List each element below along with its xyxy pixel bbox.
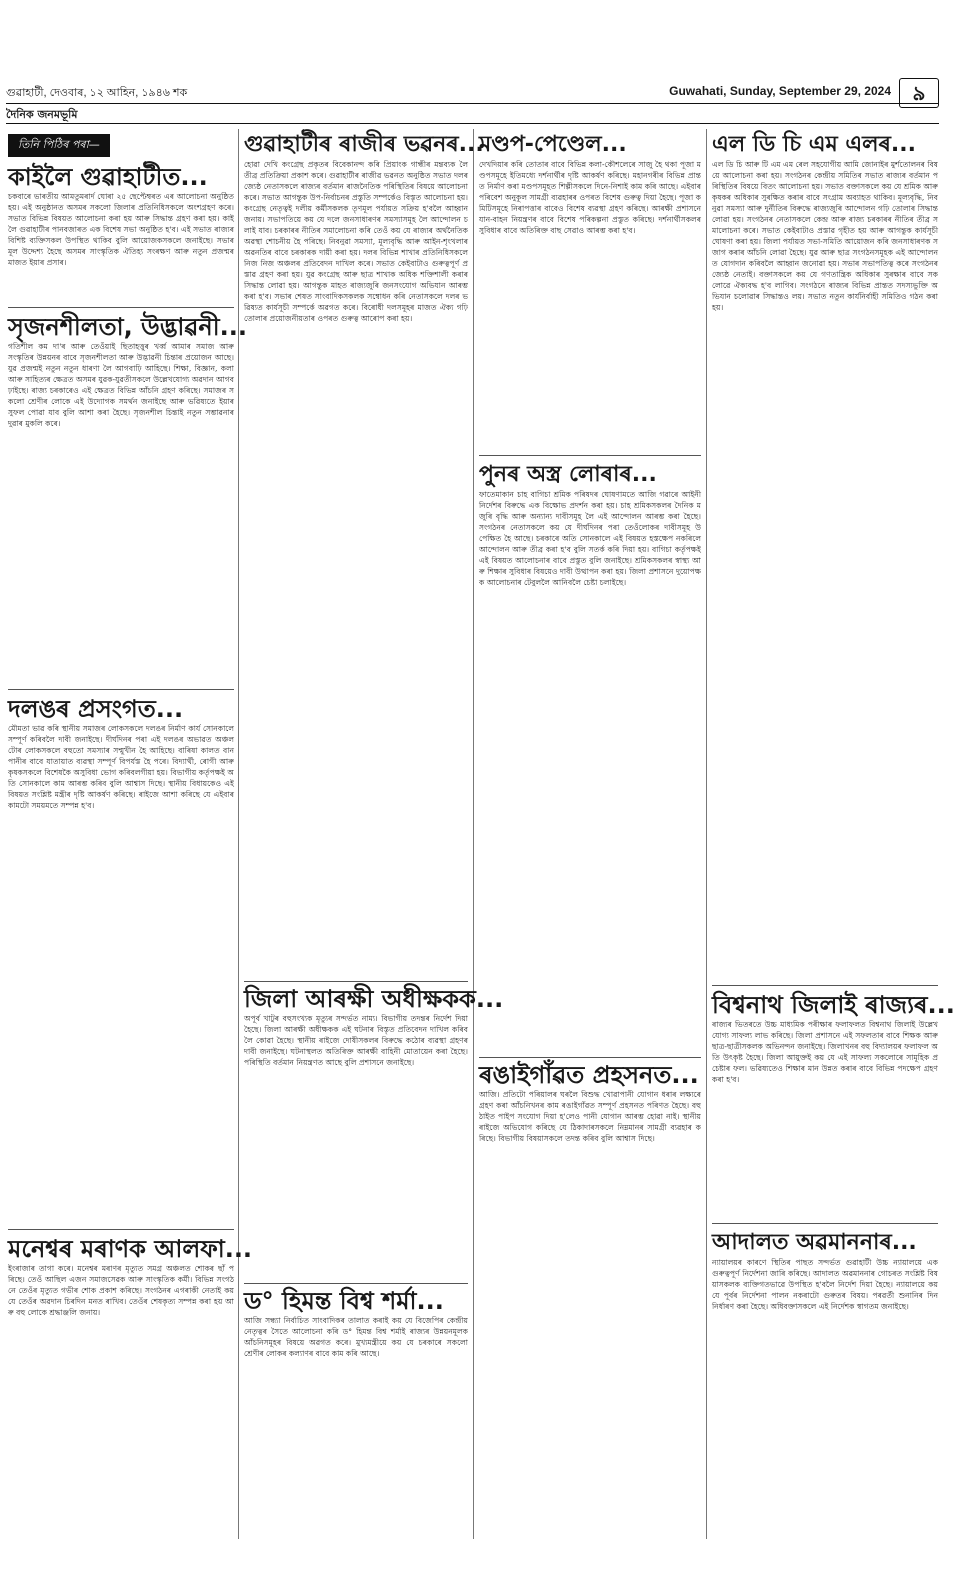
article-body: ন্যায়ালয়ৰ কাৰণে স্থিতিৰ পাছত সন্দৰ্ভত গুৱাহাটী উচ্চ ন্যায়ালয়ে এক গুৰুত্বপূৰ্ণ নিৰ্দেশনা জাৰি কৰিছে। আদালত অৱমাননাৰ গোচৰত সংশ্লিষ্ট বিষয়াসকলক ব্যক্তিগতভাৱে উপস্থিত হ'বলৈ নিৰ্দেশ দিয়া হৈছে। ন্যায়ালয়ে কয় যে পূৰ্বৰ নিৰ্দেশনা পালন নকৰাটো গুৰুতৰ বিষয়। পৰৱৰ্তী শুনানিৰ দিন নিৰ্ধাৰণ কৰা হৈছে। অধিবক্তাসকলে এই নিৰ্দেশক স্বাগতম জনাইছে। bbox=[712, 1258, 938, 1311]
divider bbox=[8, 689, 234, 690]
headline: এল ডি চি এম এলৰ... bbox=[712, 132, 916, 157]
headline: বিশ্বনাথ জিলাই ৰাজ্যৰ... bbox=[712, 991, 955, 1019]
article-body: ফাতেমাকান চাহ বাগিচা শ্ৰমিক পৰিষদৰ ঘোষণামতে আজি গৱাৰে আইনী নিৰ্দেশৰ বিৰুদ্ধে এক বিক্ষোভ প্ৰদৰ্শন কৰা হয়। চাহ শ্ৰমিকসকলৰ দৈনিক মজুৰি বৃদ্ধি আৰু অন্যান্য দাবীসমূহ লৈ এই আন্দোলন আৰম্ভ কৰা হৈছে। সংগঠনৰ নেতাসকলে কয় যে দীৰ্ঘদিনৰ পৰা তেওঁলোকৰ দাবীসমূহ উপেক্ষিত হৈ আছে। চৰকাৰে অতি সোনকালে এই বিষয়ত হস্তক্ষেপ নকৰিলে আন্দোলন আৰু তীব্ৰ কৰা হ'ব বুলি সতৰ্ক কৰি দিয়া হয়। বাগিচা কৰ্তৃপক্ষই এই বিষয়ত আলোচনাৰ বাবে প্ৰস্তুত বুলি জনাইছে। শ্ৰমিকসকলৰ স্বাস্থ্য আৰু শিক্ষাৰ সুবিধাৰ বিষয়েও দাবী উত্থাপন কৰা হয়। জিলা প্ৰশাসনে দুয়োপক্ষক আলোচনাৰ টেবুললৈ আনিবলৈ চেষ্টা চলাইছে। bbox=[479, 490, 701, 587]
article-4 bbox=[8, 1235, 253, 1553]
headline: কাইলৈ গুৱাহাটীত... bbox=[8, 163, 208, 191]
article-body: ৰাজ্যৰ ভিতৰতে উচ্চ মাধ্যমিক পৰীক্ষাৰ ফলাফলত বিশ্বনাথ জিলাই উল্লেখযোগ্য সাফল্য লাভ কৰিছে। জিলা প্ৰশাসনে এই সফলতাৰ বাবে শিক্ষক আৰু ছাত্ৰ-ছাত্ৰীসকলক অভিনন্দন জনাইছে। জিলাখনৰ বহু বিদ্যালয়ৰ ফলাফল অতি উৎকৃষ্ট হৈছে। জিলা আয়ুক্তই কয় যে এই সাফল্য সকলোৰে সামূহিক প্ৰচেষ্টাৰ ফল। ভৱিষ্যতেও শিক্ষাৰ মান উন্নত কৰাৰ বাবে বিভিন্ন পদক্ষেপ গ্ৰহণ কৰা হ'ব। bbox=[712, 1020, 938, 1084]
column-1 bbox=[8, 129, 253, 1559]
divider bbox=[712, 985, 938, 986]
article-2 bbox=[712, 991, 955, 1219]
divider bbox=[712, 1223, 938, 1224]
headline: সৃজনশীলতা, উদ্ভাৱনী... bbox=[8, 313, 247, 341]
article-3 bbox=[244, 1287, 468, 1555]
article-body: এল ডি চি আৰু টি এম এম ৰেল সহযোগীয় আমি জোনাইৰ মুৰ্শতোলনৰ বিষয়ে আলোচনা কৰা হয়। সংগঠনৰ কেন্দ্ৰীয় সমিতিৰ সভাত ৰাজ্যৰ বৰ্তমান পৰিস্থিতিৰ বিষয়ে বিতং আলোচনা হয়। সভাত বক্তাসকলে কয় যে শ্ৰমিক আৰু কৃষকৰ অধিকাৰ সুৰক্ষিত কৰাৰ বাবে সংগ্ৰাম অব্যাহত থাকিব। মূল্যবৃদ্ধি, নিবনুৱা সমস্যা আৰু দুৰ্নীতিৰ বিৰুদ্ধে ৰাজ্যজুৰি আন্দোলন গঢ়ি তোলাৰ সিদ্ধান্ত লোৱা হয়। সংগঠনৰ নেতাসকলে কেন্দ্ৰ আৰু ৰাজ্য চৰকাৰৰ নীতিৰ তীব্ৰ সমালোচনা কৰে। সভাত কেইবাটাও প্ৰস্তাৱ গৃহীত হয় আৰু আগন্তুক কাৰ্যসূচী ঘোষণা কৰা হয়। জিলা পৰ্যায়ত সভা-সমিতি আয়োজন কৰি জনসাধাৰণক সজাগ কৰাৰ আঁচনি লোৱা হৈছে। যুৱ আৰু ছাত্ৰ সংগঠনসমূহক এই আন্দোলনত যোগদান কৰিবলৈ আহ্বান জনোৱা হয়। সভাৰ সভাপতিত্ব কৰে সংগঠনৰ জ্যেষ্ঠ নেতাই। বক্তাসকলে কয় যে গণতান্ত্ৰিক অধিকাৰ সুৰক্ষাৰ বাবে সকলোৱে ঐক্যবদ্ধ হ'ব লাগিব। সংগঠনে ৰাজ্যৰ বিভিন্ন প্ৰান্তত সদস্যভুক্তি অভিযান চলোৱাৰ সিদ্ধান্তও লয়। সভাত নতুন কাৰ্যনিৰ্বাহী সমিতিও গঠন কৰা হয়। bbox=[712, 160, 938, 312]
headline: আদালত অৱমাননাৰ... bbox=[712, 1230, 917, 1255]
headline: পুনৰ অস্ত্ৰ লোৰাৰ... bbox=[479, 462, 657, 487]
divider bbox=[479, 455, 701, 456]
article-body: হোৱা দেখি কংগ্ৰেছ প্ৰকৃতৰ বিবেকানন্দ কৰি প্ৰিয়াংক গান্ধীৰ মন্তব্যক লৈ তীব্ৰ প্ৰতিক্ৰিয়া প্ৰকাশ কৰে। গুৱাহাটীৰ ৰাজীৱ ভৱনত অনুষ্ঠিত সভাত দলৰ জ্যেষ্ঠ নেতাসকলে ৰাজ্যৰ বৰ্তমান ৰাজনৈতিক পৰিস্থিতিৰ বিষয়ে আলোচনা কৰে। সভাত আগন্তুক উপ-নিৰ্বাচনৰ প্ৰস্তুতি সম্পৰ্কেও বিস্তৃত আলোচনা হয়। কংগ্ৰেছ নেতৃত্বই দলীয় কৰ্মীসকলক তৃণমূল পৰ্যায়ত সক্ৰিয় হ'বলৈ আহ্বান জনায়। সভাপতিয়ে কয় যে দলে জনসাধাৰণৰ সমস্যাসমূহ লৈ আন্দোলন চলাই যাব। চৰকাৰৰ নীতিৰ সমালোচনা কৰি তেওঁ কয় যে ৰাজ্যৰ অৰ্থনৈতিক অৱস্থা শোচনীয় হৈ পৰিছে। নিবনুৱা সমস্যা, মূল্যবৃদ্ধি আৰু আইন-শৃংখলাৰ অৱনতিৰ বাবে চৰকাৰক দায়ী কৰা হয়। দলৰ বিভিন্ন শাখাৰ প্ৰতিনিধিসকলে নিজ নিজ অঞ্চলৰ প্ৰতিবেদন দাখিল কৰে। সভাত কেইবাটাও গুৰুত্বপূৰ্ণ প্ৰস্তাৱ গ্ৰহণ কৰা হয়। যুৱ কংগ্ৰেছ আৰু ছাত্ৰ শাখাক অধিক শক্তিশালী কৰাৰ সিদ্ধান্ত লোৱা হয়। আগন্তুক মাহত ৰাজ্যজুৰি জনসংযোগ অভিযান আৰম্ভ কৰা হ'ব। সভাৰ শেষত সাংবাদিকসকলক সম্বোধন কৰি নেতাসকলে দলৰ ভৱিষ্যত কাৰ্যসূচী সম্পৰ্কে অৱগত কৰে। বিৰোধী দলসমূহৰ মাজত ঐক্য গঢ়ি তোলাৰ প্ৰয়োজনীয়তাৰ ওপৰত গুৰুত্ব আৰোপ কৰা হয়। bbox=[244, 160, 468, 323]
headline: মণ্ডপ-পেণ্ডেল... bbox=[479, 132, 627, 157]
divider bbox=[244, 1283, 468, 1284]
article-1 bbox=[712, 131, 938, 979]
header-rule-2 bbox=[6, 123, 939, 124]
column-3 bbox=[479, 129, 701, 1559]
article-body: আজি। প্ৰতিটো পৰিয়ালৰ ঘৰলৈ বিশুদ্ধ খোৱাপানী যোগান ধৰাৰ লক্ষ্যৰে গ্ৰহণ কৰা আঁচনিখনৰ কাম ৰঙাইগাঁৱত সম্পূৰ্ণ প্ৰহসনত পৰিণত হৈছে। বহু ঠাইত পাইপ সংযোগ দিয়া হ'লেও পানী যোগান আৰম্ভ হোৱা নাই। স্থানীয় ৰাইজে অভিযোগ কৰিছে যে ঠিকাদাৰসকলে নিম্নমানৰ সামগ্ৰী ব্যৱহাৰ কৰিছে। বিভাগীয় বিষয়াসকলে তদন্ত কৰিব বুলি আশ্বাস দিছে। bbox=[479, 1090, 701, 1143]
article-body: আজি সন্ধ্যা নিৰ্বাচিত সাংবাদিকৰ তালাত কৰাই কয় যে বিজেপিৰ কেন্দ্ৰীয় নেতৃত্বৰ সৈতে আলোচনা কৰি ড° হিমন্ত বিশ্ব শৰ্মাই ৰাজ্যৰ উন্নয়নমূলক আঁচনিসমূহৰ বিষয়ে অৱগত কৰে। মুখ্যমন্ত্ৰীয়ে কয় যে চৰকাৰে সকলো শ্ৰেণীৰ লোকৰ কল্যাণৰ বাবে কাম কৰি আছে। bbox=[244, 1316, 468, 1358]
article-body: চকবাৰে ভাৰতীয় আমতুমৰাৰ্দ ঘোৰা ২৫ ছেপ্টেম্বৰত এৰ আলোচনা অনুষ্ঠিত হয়। এই অনুষ্ঠানত অসমৰ সকলো জিলাৰ প্ৰতিনিধিসকলে অংশগ্ৰহণ কৰে। সভাত বিভিন্ন বিষয়ত আলোচনা কৰা হয় আৰু সিদ্ধান্ত গ্ৰহণ কৰা হয়। কাইলৈ গুৱাহাটীৰ পানবজাৰত এক বিশেষ সভা অনুষ্ঠিত হ'ব। এই সভাত ৰাজ্যৰ বিশিষ্ট ব্যক্তিসকল উপস্থিত থাকিব বুলি আয়োজকসকলে জনাইছে। সভাৰ মূল উদ্দেশ্য হৈছে অসমৰ সাংস্কৃতিক ঐতিহ্য সংৰক্ষণ আৰু নতুন প্ৰজন্মৰ মাজত ইয়াৰ প্ৰসাৰ। bbox=[8, 192, 234, 267]
article-1 bbox=[244, 131, 484, 979]
divider bbox=[8, 307, 234, 308]
dateline-bar bbox=[6, 80, 937, 102]
page-number: ৯ bbox=[899, 78, 939, 108]
article-2 bbox=[479, 461, 701, 1049]
dateline-assamese: গুৱাহাটী, দেওবাৰ, ১২ আহিন, ১৯৪৬ শক bbox=[6, 87, 188, 99]
article-3 bbox=[479, 1061, 701, 1555]
section-tag: তিনি পিঠিৰ পৰা— bbox=[8, 134, 110, 157]
article-body: দেখদিয়াৰ কৰি তোতাৰ বাবে বিভিন্ন কলা-কৌশলেৰে সাজু হৈ থকা পূজা মণ্ডপসমূহে ইতিমধ্যে দৰ্শনাৰ্থীৰ দৃষ্টি আকৰ্ষণ কৰিছে। মহানগৰীৰ বিভিন্ন প্ৰান্তত নিৰ্মাণ কৰা মণ্ডপসমূহত শিল্পীসকলে দিনে-নিশাই কাম কৰি আছে। এইবাৰ পৰিবেশ অনুকূল সামগ্ৰী ব্যৱহাৰৰ ওপৰত বিশেষ গুৰুত্ব দিয়া হৈছে। পূজা কমিটিসমূহে নিৰাপত্তাৰ বাবেও বিশেষ ব্যৱস্থা গ্ৰহণ কৰিছে। আৰক্ষী প্ৰশাসনে যান-বাহন নিয়ন্ত্ৰণৰ বাবে বিশেষ পৰিকল্পনা প্ৰস্তুত কৰিছে। দৰ্শনাৰ্থীসকলৰ সুবিধাৰ বাবে অতিৰিক্ত বাছ সেৱাও আৰম্ভ কৰা হ'ব। bbox=[479, 160, 701, 235]
header-rule bbox=[6, 103, 939, 104]
divider bbox=[479, 1057, 701, 1058]
headline: ৰঙাইগাঁৱত প্ৰহসনত... bbox=[479, 1061, 699, 1089]
article-body: ইংৰাজাৰ তাগা কৰে। মনেশ্বৰ মৰাণৰ মৃত্যুত সমগ্ৰ অঞ্চলত শোকৰ ছাঁ পৰিছে। তেওঁ আছিল এজন সমাজসেৱক আৰু সাংস্কৃতিক কৰ্মী। বিভিন্ন সংগঠনে তেওঁৰ মৃত্যুত গভীৰ শোক প্ৰকাশ কৰিছে। সংগঠনৰ এগৰাকী নেতাই কয় যে তেওঁৰ অৱদান চিৰদিন মনত ৰাখিব। তেওঁৰ শেষকৃত্য সম্পন্ন কৰা হয় আৰু বহু লোকে শ্ৰদ্ধাঞ্জলি জনায়। bbox=[8, 1264, 234, 1317]
article-body: মৌমতা ভাৱ কৰি স্থানীয় সমাজৰ লোকসকলে দলঙৰ নিৰ্মাণ কাৰ্য সোনকালে সম্পূৰ্ণ কৰিবলৈ দাবী জনাইছে। দীৰ্ঘদিনৰ পৰা এই দলঙৰ অভাৱত অঞ্চলটোৰ লোকসকলে বহুতো সমস্যাৰ সন্মুখীন হৈ আহিছে। বাৰিষা কালত বানপানীৰ বাবে যাতায়াত ব্যৱস্থা সম্পূৰ্ণ বিপৰ্যস্ত হৈ পৰে। বিদ্যাৰ্থী, ৰোগী আৰু কৃষকসকলে বিশেষকৈ অসুবিধা ভোগ কৰিবলগীয়া হয়। বিভাগীয় কৰ্তৃপক্ষই অতি সোনকালে কাম আৰম্ভ কৰিব বুলি আশ্বাস দিছে। স্থানীয় বিধায়কেও এই বিষয়ত সংশ্লিষ্ট মন্ত্ৰীৰ দৃষ্টি আকৰ্ষণ কৰিছে। ৰাইজে আশা কৰিছে যে এইবাৰ কামটো সময়মতে সম্পন্ন হ'ব। bbox=[8, 724, 234, 810]
article-body: অপূৰ্ব খাটুৰ বহুসংখ্যক মৃত্যুৰ সন্দৰ্ভত নাম্য। বিভাগীয় তদন্তৰ নিৰ্দেশ দিয়া হৈছে। জিলা আৰক্ষী অধীক্ষকক এই ঘটনাৰ বিস্তৃত প্ৰতিবেদন দাখিল কৰিবলৈ কোৱা হৈছে। স্থানীয় ৰাইজে দোষীসকলৰ বিৰুদ্ধে কঠোৰ ব্যৱস্থা গ্ৰহণৰ দাবী জনাইছে। ঘটনাস্থলত অতিৰিক্ত আৰক্ষী বাহিনী মোতায়েন কৰা হৈছে। পৰিস্থিতি বৰ্তমান নিয়ন্ত্ৰণত আছে বুলি প্ৰশাসনে জনাইছে। bbox=[244, 1014, 468, 1067]
divider bbox=[244, 981, 468, 982]
column-4 bbox=[712, 129, 955, 1559]
article-1 bbox=[479, 131, 701, 449]
article-1 bbox=[8, 133, 234, 301]
headline: গুৱাহাটীৰ ৰাজীৰ ভৱনৰ... bbox=[244, 132, 484, 157]
column-divider bbox=[473, 129, 474, 1539]
masthead: দৈনিক জনমভূমি bbox=[6, 108, 78, 121]
headline: দলঙৰ প্ৰসংগত... bbox=[8, 695, 184, 723]
article-3 bbox=[8, 695, 234, 1223]
column-2 bbox=[244, 129, 504, 1559]
divider bbox=[8, 1229, 234, 1230]
article-body: গতিশীল কম দা'ৰ আৰু তেওঁয়াই ছিতাহত্তুৰ খৰ্ব্ব আমাৰ সমাজ আৰু সংস্কৃতিৰ উন্নয়নৰ বাবে সৃজনশীলতা আৰু উদ্ভাৱনী চিন্তাৰ প্ৰয়োজন আছে। যুৱ প্ৰজন্মই নতুন নতুন ধাৰণা লৈ আগবাঢ়ি আহিছে। শিক্ষা, বিজ্ঞান, কলা আৰু সাহিত্যৰ ক্ষেত্ৰত অসমৰ যুৱক-যুৱতীসকলে উল্লেখযোগ্য অৱদান আগবঢ়াইছে। ৰাজ্য চৰকাৰেও এই ক্ষেত্ৰত বিভিন্ন আঁচনি গ্ৰহণ কৰিছে। সমাজৰ সকলো শ্ৰেণীৰ লোকে এই উদ্যোগক সমৰ্থন জনাইছে আৰু ভৱিষ্যতে ইয়াৰ সুফল পোৱা যাব বুলি আশা কৰা হৈছে। সৃজনশীল চিন্তাই নতুন সম্ভাৱনাৰ দুৱাৰ মুকলি কৰে। bbox=[8, 342, 235, 428]
article-2 bbox=[244, 985, 504, 1279]
article-2 bbox=[8, 313, 247, 681]
dateline-english: Guwahati, Sunday, September 29, 2024 bbox=[669, 84, 891, 98]
headline: মনেশ্বৰ মৰাণক আলফা... bbox=[8, 1235, 253, 1263]
headline: জিলা আৰক্ষী অধীক্ষকক... bbox=[244, 985, 504, 1013]
headline: ড° হিমন্ত বিশ্ব শৰ্মা... bbox=[244, 1287, 444, 1315]
column-divider bbox=[706, 129, 707, 1539]
article-3 bbox=[712, 1229, 938, 1557]
